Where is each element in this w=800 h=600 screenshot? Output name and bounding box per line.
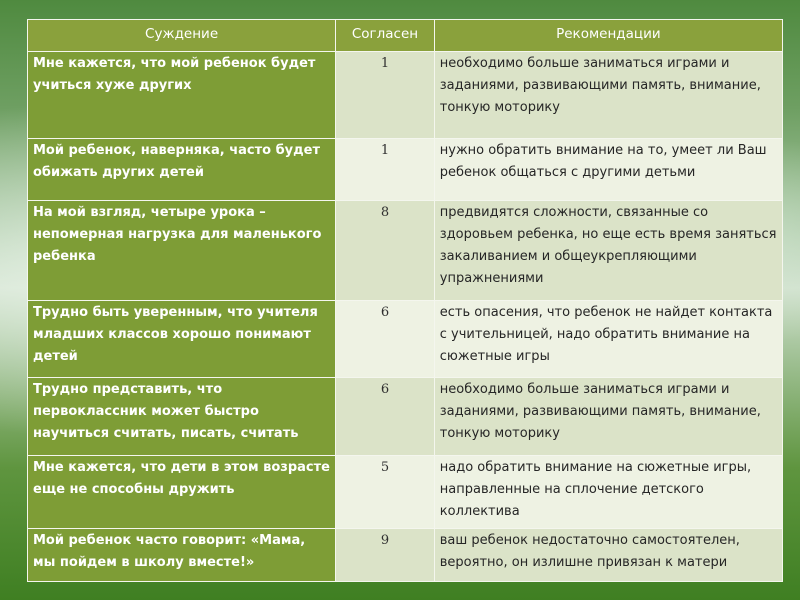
agree-count-cell: 9 [336, 529, 435, 582]
agree-count-cell: 1 [336, 52, 435, 139]
header-agree: Согласен [336, 20, 435, 52]
judgement-cell: Мой ребенок часто говорит: «Мама, мы пойдем в школу вместе!» [28, 529, 336, 582]
judgement-cell: Трудно представить, что первоклассник может быстро научиться считать, писать, считать [28, 378, 336, 456]
table-row [28, 52, 783, 139]
agree-count-cell: 6 [336, 301, 435, 378]
judgement-cell: Мне кажется, что дети в этом возрасте еще не способны дружить [28, 456, 336, 529]
table-row [28, 456, 783, 529]
agree-count-cell: 8 [336, 201, 435, 301]
recommendation-cell: ваш ребенок недостаточно самостоятелен, вероятно, он излишне привязан к матери [434, 529, 782, 582]
judgement-cell: Мне кажется, что мой ребенок будет учиться хуже других [28, 52, 336, 139]
agree-count-cell: 5 [336, 456, 435, 529]
recommendation-cell: есть опасения, что ребенок не найдет контакта с учительницей, надо обратить внимание на сюжетные игры [434, 301, 782, 378]
recommendation-cell: надо обратить внимание на сюжетные игры, направленные на сплочение детского коллектива [434, 456, 782, 529]
judgement-cell: Мой ребенок, наверняка, часто будет обижать других детей [28, 139, 336, 201]
table-row [28, 529, 783, 582]
table-row [28, 301, 783, 378]
agree-count-cell: 6 [336, 378, 435, 456]
header-recommendations: Рекомендации [434, 20, 782, 52]
judgement-cell: Трудно быть уверенным, что учителя младших классов хорошо понимают детей [28, 301, 336, 378]
table-row [28, 201, 783, 301]
recommendation-cell: необходимо больше заниматься играми и заданиями, развивающими память, внимание, тонкую моторику [434, 378, 782, 456]
table-header-row [28, 20, 783, 52]
agree-count-cell: 1 [336, 139, 435, 201]
recommendation-cell: нужно обратить внимание на то, умеет ли Ваш ребенок общаться с другими детьми [434, 139, 782, 201]
judgement-cell: На мой взгляд, четыре урока – непомерная нагрузка для маленького ребенка [28, 201, 336, 301]
recommendation-cell: необходимо больше заниматься играми и заданиями, развивающими память, внимание, тонкую моторику [434, 52, 782, 139]
recommendation-cell: предвидятся сложности, связанные со здоровьем ребенка, но еще есть время заняться закаливанием и общеукрепляющими упражнениями [434, 201, 782, 301]
recommendations-table [27, 19, 783, 582]
header-judgement: Суждение [28, 20, 336, 52]
table-row [28, 139, 783, 201]
table-row [28, 378, 783, 456]
